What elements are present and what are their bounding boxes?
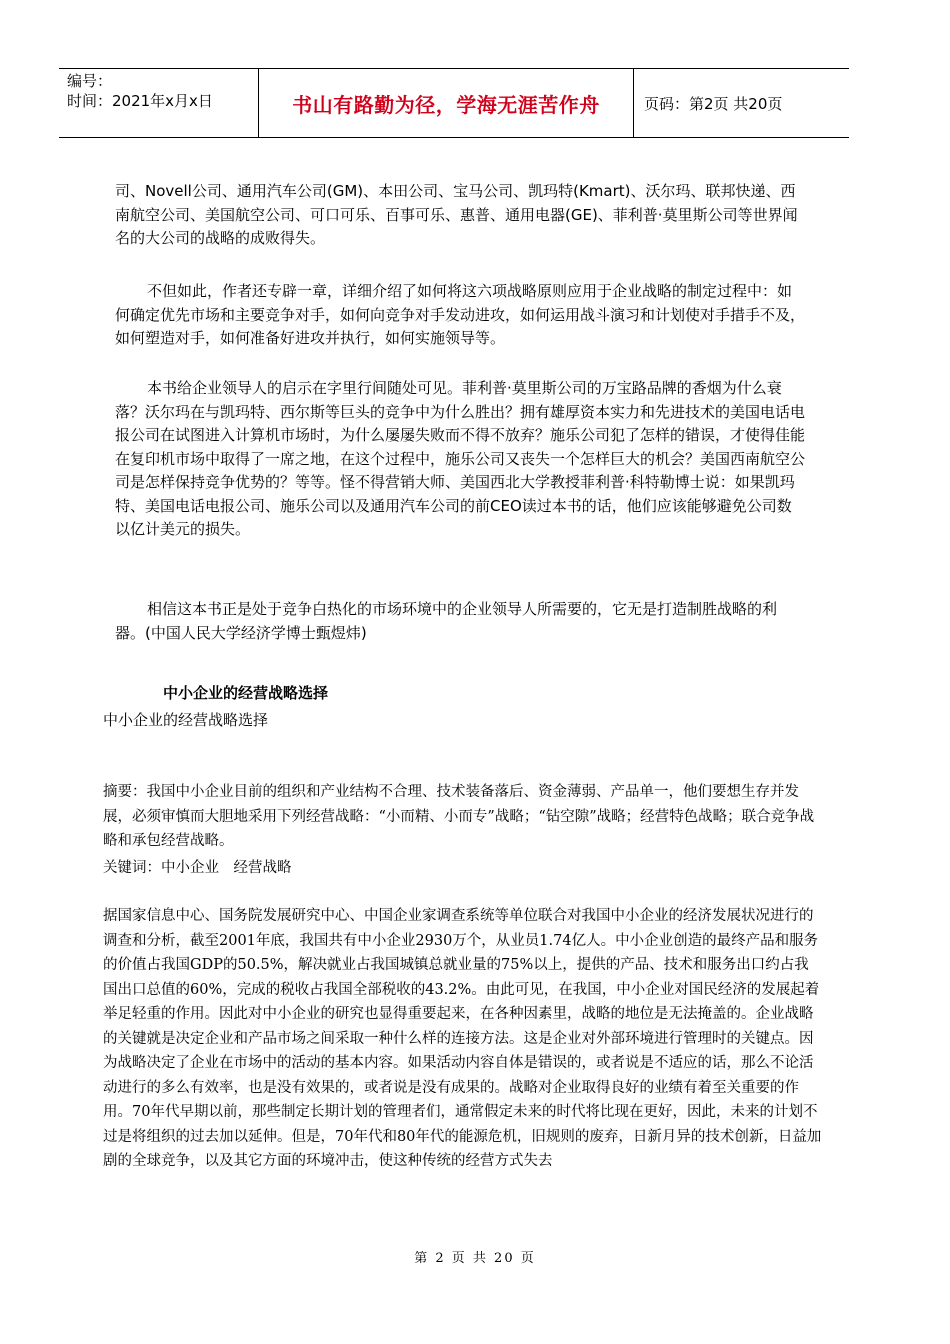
abstract: 摘要：我国中小企业目前的组织和产业结构不合理、技术装备落后、资金薄弱、产品单一，他们要想生存并发展，必须审慎而大胆地采用下列经营战略：“小而精、小而专”战略；“钻空隙”战略；经营特色战略；联合竞争战略和承包经营战略。 — [103, 784, 815, 849]
keywords: 关键词：中小企业 经营战略 — [103, 860, 292, 876]
intro-paragraph-1: 司、Novell公司、通用汽车公司(GM)、本田公司、宝马公司、凯玛特(Kmart)、沃尔玛、联邦快递、西南航空公司、美国航空公司、可口可乐、百事可乐、惠普、通用电器(GE)、菲利普·莫里斯公司等世界闻名的大公司的战略的成败得失。 — [115, 182, 798, 247]
intro-paragraph-3: 本书给企业领导人的启示在字里行间随处可见。菲利普·莫里斯公司的万宝路品牌的香烟为什么衰落？沃尔玛在与凯玛特、西尔斯等巨头的竞争中为什么胜出？拥有雄厚资本实力和先进技术的美国电话电报公司在试图进入计算机市场时，为什么屡屡失败而不得不放弃？施乐公司犯了怎样的错误，才使得佳能在复印机市场中取得了一席之地，在这个过程中，施乐公司又丧失一个怎样巨大的机会？美国西南航空公司是怎样保持竞争优势的？等等。怪不得营销大师、美国西北大学教授菲利普·科特勒博士说：如果凯玛特、美国电话电报公司、施乐公司以及通用汽车公司的前CEO读过本书的话，他们应该能够避免公司数以亿计美元的损失。 — [115, 379, 806, 538]
header-page-number: 页码：第2页 共20页 — [644, 94, 783, 113]
header-motto: 书山有路勤为径，学海无涯苦作舟 — [292, 92, 600, 117]
header-motto-cell — [259, 69, 634, 137]
header-meta — [59, 69, 259, 137]
body-text: 据国家信息中心、国务院发展研究中心、中国企业家调查系统等单位联合对我国中小企业的经济发展状况进行的调查和分析，截至2001年底，我国共有中小企业2930万个，从业员1.74亿人。中小企业创造的最终产品和服务的价值占我国GDP的50.5%，解决就业占我国城镇总就业量的75%以上，提供的产品、技术和服务出口约占我国出口总值的60%，完成的税收占我国全部税收的43.2%。由此可见，在我国，中小企业对国民经济的发展起着举足轻重的作用。因此对中小企业的研究也显得重要起来，在各种因素里，战略的地位是无法掩盖的。企业战略的关键就是决定企业和产品市场之间采取一种什么样的连接方法。这是企业对外部环境进行管理时的关键点。因为战略决定了企业在市场中的活动的基本内容。如果活动内容自体是错误的，或者说是不适应的话，那么不论活动进行的多么有效率，也是没有效果的，或者说是没有成果的。战略对企业取得良好的业绩有着至关重要的作用。70年代早期以前，那些制定长期计划的管理者们，通常假定未来的时代将比现在更好，因此，未来的计划不过是将组织的过去加以延伸。但是，70年代和80年代的能源危机，旧规则的废弃，日新月异的技术创新，日益加剧的全球竞争，以及其它方面的环境冲击，使这种传统的经营方式失去 — [103, 908, 822, 1169]
page-header — [59, 68, 849, 138]
document-date: 时间：2021年x月x日 — [67, 92, 213, 110]
page-footer: 第 2 页 共 20 页 — [414, 1251, 536, 1266]
document-number: 编号： — [67, 72, 113, 90]
article-title: 中小企业的经营战略选择 — [103, 711, 269, 729]
section-title: 中小企业的经营战略选择 — [163, 684, 329, 702]
intro-paragraph-4: 相信这本书正是处于竞争白热化的市场环境中的企业领导人所需要的，它无是打造制胜战略的利器。(中国人民大学经济学博士甄煜炜) — [115, 600, 778, 642]
intro-paragraph-2: 不但如此，作者还专辟一章，详细介绍了如何将这六项战略原则应用于企业战略的制定过程中：如何确定优先市场和主要竞争对手，如何向竞争对手发动进攻，如何运用战斗演习和计划使对手措手不及，如何塑造对手，如何准备好进攻并执行，如何实施领导等。 — [115, 282, 806, 347]
